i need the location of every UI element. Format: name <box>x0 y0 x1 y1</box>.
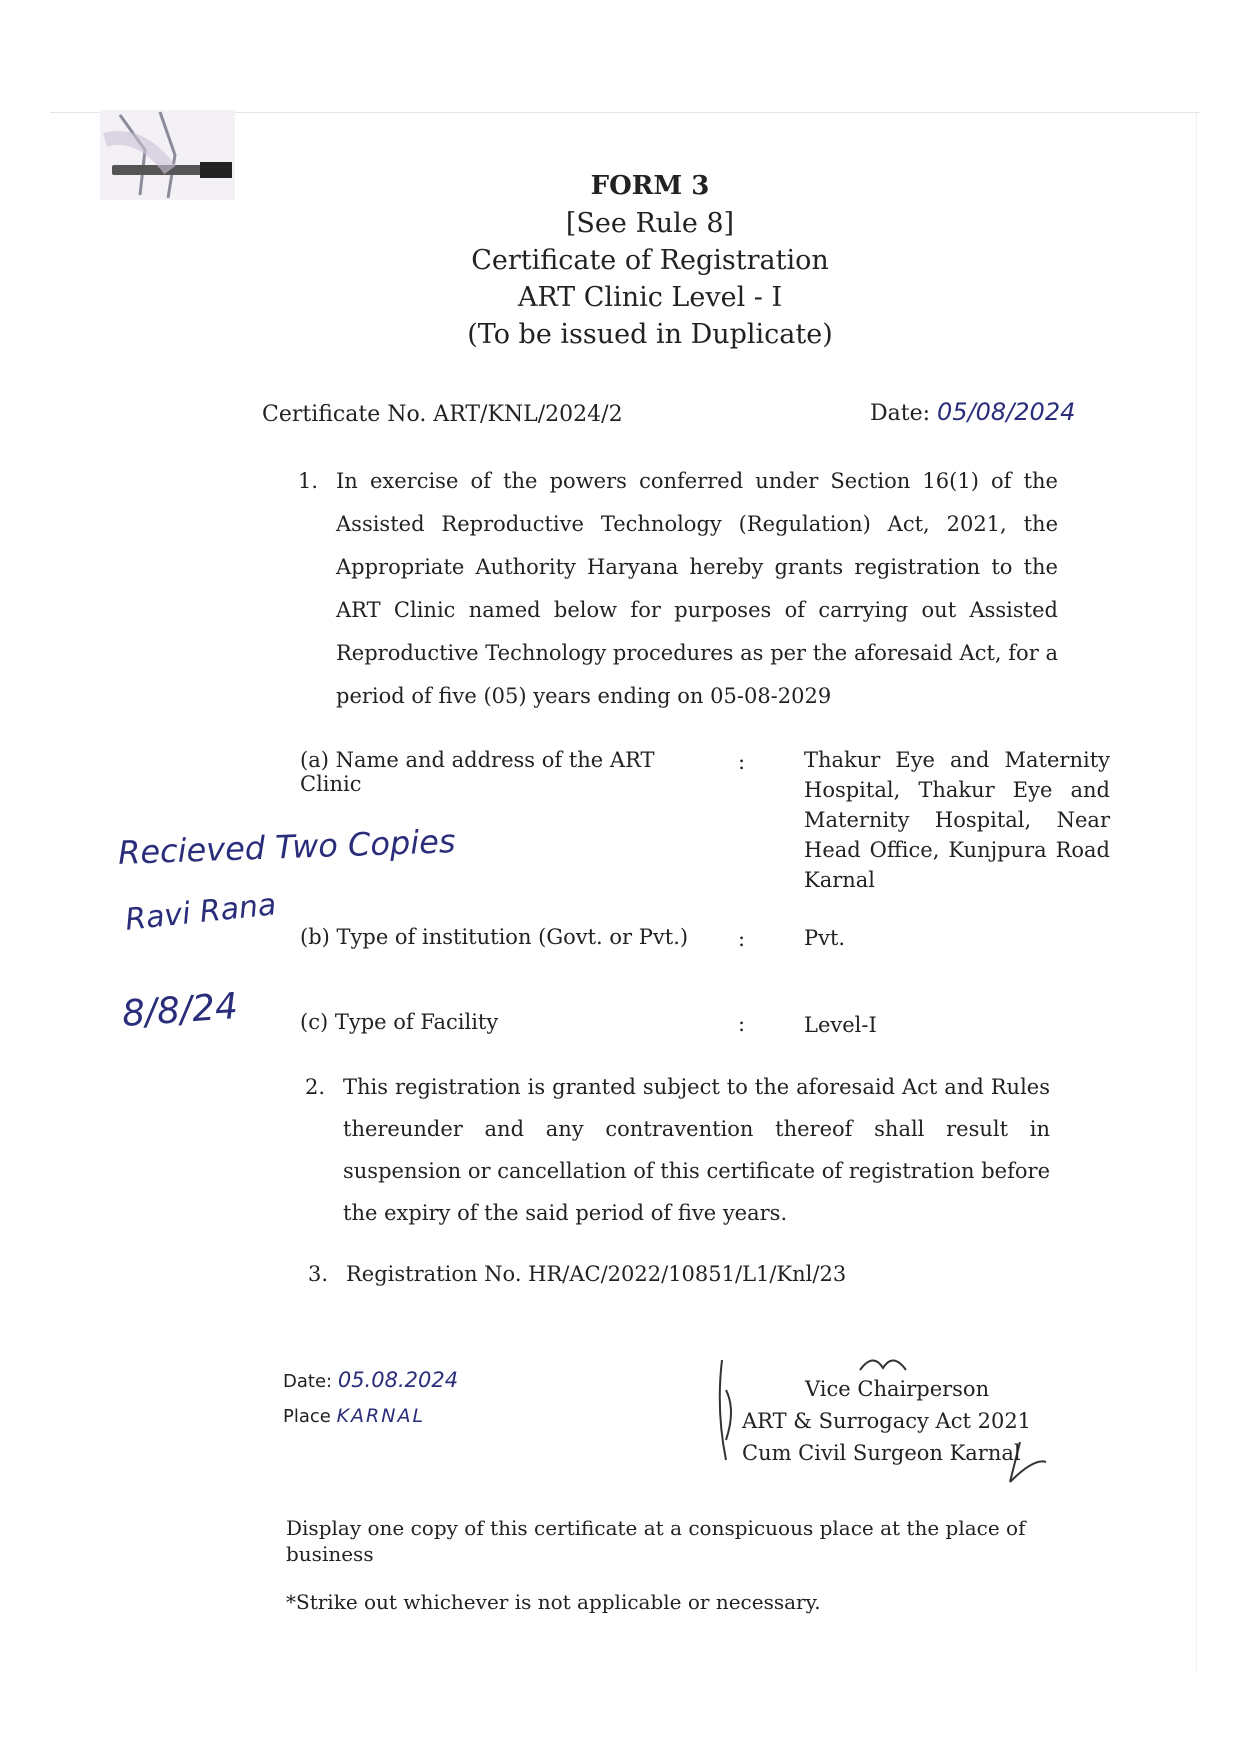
detail-a-value: Thakur Eye and Maternity Hospital, Thakur Eye and Maternity Hospital, Near Head Office, Kunjpura Road Karnal <box>804 748 1110 892</box>
sign-place-value: KARNAL <box>336 1405 426 1427</box>
designation-line-1: Vice Chairperson <box>805 1377 990 1401</box>
detail-b-colon: : <box>738 927 746 951</box>
sign-place-label: Place <box>283 1406 331 1427</box>
sign-date-row <box>283 1363 458 1399</box>
sign-date-value: 05.08.2024 <box>337 1368 459 1392</box>
certificate-date <box>870 398 1075 426</box>
detail-a-colon: : <box>738 750 746 774</box>
detail-b-label: (b) Type of institution (Govt. or Pvt.) <box>300 925 689 949</box>
sign-date-label: Date: <box>283 1371 333 1392</box>
detail-b-value: Pvt. <box>804 926 846 950</box>
detail-c-value: Level-I <box>804 1013 877 1037</box>
designation-line-2: ART & Surrogacy Act 2021 <box>742 1409 1032 1433</box>
certificate-date-value: 05/08/2024 <box>937 398 1076 426</box>
designation-block <box>742 1373 1042 1469</box>
clause-3 <box>308 1262 1053 1286</box>
detail-c-colon: : <box>738 1012 746 1036</box>
clause-1 <box>298 460 1058 718</box>
received-date-handwriting: 8/8/24 <box>120 986 240 1035</box>
duplicate-note: (To be issued in Duplicate) <box>467 319 833 350</box>
form-header <box>400 168 900 353</box>
designation-line-3: Cum Civil Surgeon Karnal <box>742 1441 1021 1465</box>
certificate-date-label: Date: <box>870 401 931 426</box>
detail-c-label: (c) Type of Facility <box>300 1010 499 1034</box>
received-note-handwriting: Recieved Two Copies <box>117 822 457 872</box>
sign-date-place <box>283 1363 458 1434</box>
certificate-number: Certificate No. ART/KNL/2024/2 <box>262 402 623 427</box>
scan-edge-right <box>1196 112 1197 1672</box>
clause-number: 3. <box>308 1262 329 1286</box>
strike-note: *Strike out whichever is not applicable or necessary. <box>286 1590 821 1614</box>
clause-2 <box>305 1066 1050 1234</box>
display-note: Display one copy of this certificate at a conspicuous place at the place of business <box>286 1516 1026 1566</box>
certificate-title: Certificate of Registration <box>471 245 829 276</box>
clause-text: In exercise of the powers conferred under Section 16(1) of the Assisted Reproductive Technology (Regulation) Act, 2021, the Appropriate Authority Haryana hereby grants registration to the ART Clinic named below for purposes of carrying out Assisted Reproductive Technology procedures as per the aforesaid Act, for a period of five (05) years ending on 05-08-2029 <box>336 469 1058 708</box>
clause-text: Registration No. HR/AC/2022/10851/L1/Knl/23 <box>346 1262 847 1286</box>
sign-place-row <box>283 1399 458 1434</box>
clause-text: This registration is granted subject to the aforesaid Act and Rules thereunder and any contravention thereof shall result in suspension or cancellation of this certificate of registration before the expiry of the said period of five years. <box>343 1075 1050 1225</box>
form-rule: [See Rule 8] <box>565 208 735 239</box>
clause-number: 2. <box>305 1075 326 1099</box>
form-title: FORM 3 <box>590 171 710 201</box>
clause-number: 1. <box>298 469 319 493</box>
detail-a-label: (a) Name and address of the ART Clinic <box>300 748 655 796</box>
paper-clip-image <box>100 110 235 200</box>
clinic-level: ART Clinic Level - I <box>517 282 783 313</box>
receiver-signature-handwriting: Ravi Rana <box>123 887 278 938</box>
